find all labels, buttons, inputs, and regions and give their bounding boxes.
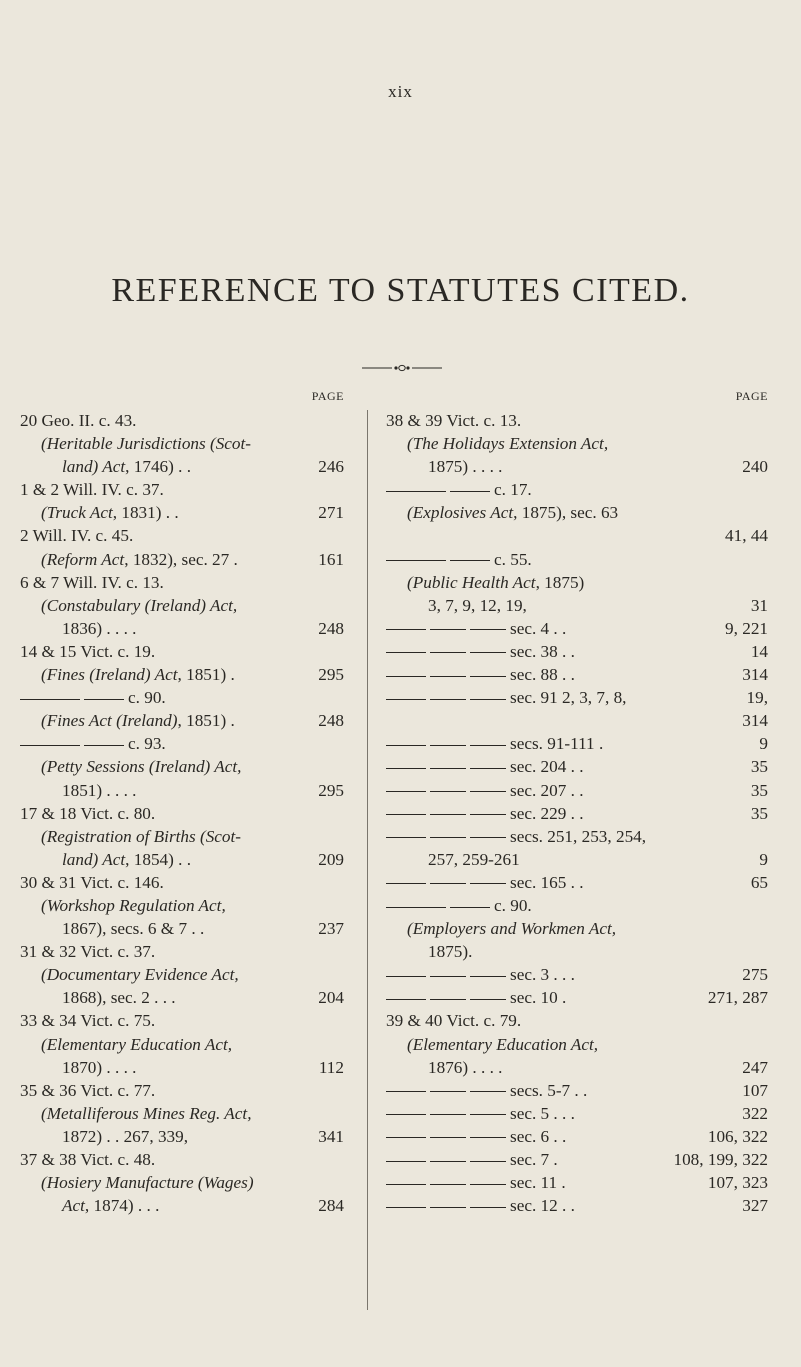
entry-text: sec. 91 2, 3, 7, 8, [510,688,627,708]
entry-text: (Fines Act (Ireland), 1851) . [41,711,235,731]
index-entry-line [20,1079,344,1102]
entry-text: 33 & 34 Vict. c. 75. [20,1011,156,1031]
page-column-header: PAGE [735,389,768,403]
entry-text: (Metalliferous Mines Reg. Act, [41,1103,252,1123]
index-entry-line [386,594,768,617]
index-entry-line [20,640,344,663]
entry-text: 38 & 39 Vict. c. 13. [386,411,522,430]
entry-text: 17 & 18 Vict. c. 80. [20,803,156,823]
index-entry-line [20,1102,344,1125]
index-entry-line [20,755,344,778]
index-entry-line [386,478,768,501]
index-entry-line [386,1009,768,1032]
entry-text: 2 Will. IV. c. 45. [20,526,134,546]
entry-text: (Constabulary (Ireland) Act, [41,595,238,615]
entry-text: 1870) . . . . [62,1057,137,1077]
index-entry-line [20,1148,344,1171]
page-reference: 271 [318,503,344,523]
index-entry-line [386,825,768,848]
ditto-rule [386,1081,510,1100]
page-reference: 341 [318,1126,344,1146]
index-entry-line [386,940,768,963]
entry-text: 1867), secs. 6 & 7 . . [62,919,205,939]
entry-text: (Heritable Jurisdictions (Scot- [41,434,252,454]
entry-text: sec. 165 . . [510,872,584,892]
page-reference: 35 [750,780,768,800]
entry-text: 1872) . . 267, 339, [62,1126,189,1146]
page-reference: 65 [750,872,768,892]
entry-text: (Employers and Workmen Act, [407,919,617,939]
entry-text: 3, 7, 9, 12, 19, [428,595,527,615]
page-reference: 237 [318,919,344,939]
entry-text: sec. 207 . . [510,780,584,800]
ditto-rule [386,642,510,661]
entry-text: sec. 204 . . [510,757,584,777]
entry-text: 1836) . . . . [62,618,137,638]
index-entry-line [20,571,344,594]
ditto-rule [386,988,510,1007]
entry-text: 1868), sec. 2 . . . [62,988,176,1008]
page-reference: 112 [318,1057,344,1077]
index-entry-line [20,1194,344,1217]
page-reference: 314 [742,665,768,685]
index-entry-line [20,1033,344,1056]
ditto-rule [386,757,510,776]
entry-text: sec. 4 . . [510,618,567,638]
ditto-rule [20,688,128,707]
ditto-rule [386,896,494,915]
entry-text: secs. 91-111 . [510,734,604,754]
ditto-rule [20,734,128,753]
index-entry-line [386,455,768,478]
entry-text: 257, 259-261 [428,849,520,869]
entry-text: (Reform Act, 1832), sec. 27 . [41,549,238,569]
entry-text: (The Holidays Extension Act, [407,434,609,454]
entry-text: secs. 251, 253, 254, [510,826,647,846]
ditto-rule [386,665,510,684]
page-reference: 41, 44 [725,526,768,546]
entry-text: 20 Geo. II. c. 43. [20,411,137,430]
page-reference: 108, 199, 322 [673,1150,768,1169]
entry-text: (Elementary Education Act, [407,1034,599,1054]
page-reference: 19, [746,688,768,708]
page-reference: 35 [750,803,768,823]
page-reference: 271, 287 [707,988,768,1008]
page-reference: 14 [750,641,768,661]
index-entry-line [386,432,768,455]
index-entry-line [386,1125,768,1148]
page-reference: 204 [318,988,344,1008]
page-reference: 275 [742,965,768,985]
entry-text: 35 & 36 Vict. c. 77. [20,1080,156,1100]
entry-text: (Fines (Ireland) Act, 1851) . [41,665,235,685]
ditto-rule [386,1150,510,1169]
index-entry-line [20,894,344,917]
ditto-rule [386,1104,510,1123]
entry-text: 39 & 40 Vict. c. 79. [386,1011,522,1031]
index-entry-line [20,501,344,524]
entry-text: 37 & 38 Vict. c. 48. [20,1150,156,1169]
page-column-header: PAGE [311,389,344,403]
index-entry-line [386,848,768,871]
page-reference: 161 [318,549,344,569]
entry-text: (Registration of Births (Scot- [41,826,242,846]
index-entry-line [386,1102,768,1125]
index-entry-line [386,663,768,686]
ditto-rule [386,804,510,823]
index-entry-line [386,548,768,571]
index-entry-line [386,709,768,732]
entry-text: c. 17. [494,480,532,500]
ditto-rule [386,1196,510,1215]
ditto-rule [386,550,494,569]
index-entry-line [20,617,344,640]
index-entry-line [20,871,344,894]
entry-text: (Workshop Regulation Act, [41,895,226,915]
index-entry-line [386,409,768,432]
index-entry-line [386,802,768,825]
ditto-rule [386,1173,510,1192]
page-reference: 31 [750,595,768,615]
index-entry-line [386,1148,768,1171]
index-entry-line [20,1171,344,1194]
ditto-rule [386,480,494,499]
ditto-rule [386,1127,510,1146]
entry-text: sec. 7 . [510,1150,558,1169]
index-entry-line [20,686,344,709]
index-entry-line [20,524,344,547]
entry-text: sec. 10 . [510,988,567,1008]
right-column [386,386,768,1217]
index-entry-line [20,455,344,478]
index-entry-line [20,802,344,825]
index-entry-line [386,871,768,894]
entry-text: 14 & 15 Vict. c. 19. [20,641,156,661]
page-reference: 314 [742,711,768,731]
page-reference: 295 [318,780,344,800]
page-reference: 35 [750,757,768,777]
page-reference: 247 [742,1057,768,1077]
entry-text: c. 90. [128,688,166,708]
entry-text: (Petty Sessions (Ireland) Act, [41,757,242,777]
page-reference: 246 [318,457,344,477]
index-entry-line [386,732,768,755]
entry-text: 1 & 2 Will. IV. c. 37. [20,480,164,500]
index-entry-line [20,848,344,871]
index-entry-line [386,1171,768,1194]
entry-text: land) Act, 1854) . . [62,849,192,869]
entry-text: 1875) . . . . [428,457,503,477]
ditto-rule [386,827,510,846]
page-reference: 248 [318,711,344,731]
index-entry-line [20,1125,344,1148]
index-entry-line [20,409,344,432]
entry-text: (Elementary Education Act, [41,1034,233,1054]
page-number: xix [388,82,413,101]
ditto-rule [386,619,510,638]
page-reference: 106, 322 [707,1126,768,1146]
index-entry-line [386,779,768,802]
entry-text: (Documentary Evidence Act, [41,965,239,985]
index-entry-line [20,963,344,986]
page-reference: 322 [742,1103,768,1123]
index-entry-line [20,548,344,571]
entry-text: (Public Health Act, 1875) [407,572,585,592]
ditto-rule [386,873,510,892]
entry-text: sec. 88 . . [510,665,575,685]
index-entry-line [386,501,768,524]
left-column [20,386,344,1217]
index-entry-line [20,732,344,755]
page-reference: 284 [318,1196,344,1216]
index-entry-line [386,1033,768,1056]
page-reference: 107 [742,1080,768,1100]
page-reference: 209 [318,849,344,869]
index-entry-line [20,917,344,940]
entry-text: c. 55. [494,549,532,569]
index-entry-line [20,663,344,686]
index-entry-line [20,478,344,501]
index-entry-line [20,594,344,617]
entry-text: 6 & 7 Will. IV. c. 13. [20,572,164,592]
index-entry-line [386,571,768,594]
column-divider [367,410,368,1310]
entry-text: Act, 1874) . . . [62,1196,160,1216]
page-reference: 295 [318,665,344,685]
index-entry-line [20,1009,344,1032]
page-title: REFERENCE TO STATUTES CITED. [111,272,690,309]
page-reference: 9, 221 [725,618,768,638]
entry-text: sec. 6 . . [510,1126,567,1146]
entry-text: sec. 5 . . . [510,1103,575,1123]
ditto-rule [386,734,510,753]
entry-text: land) Act, 1746) . . [62,457,192,477]
index-entry-line [386,755,768,778]
entry-text: sec. 38 . . [510,641,575,661]
ditto-rule [386,965,510,984]
index-entry-line [386,640,768,663]
entry-text: sec. 3 . . . [510,965,575,985]
ditto-rule [386,688,510,707]
page-reference: 9 [759,849,768,869]
index-entry-line [386,1079,768,1102]
entry-text: (Hosiery Manufacture (Wages) [41,1173,254,1193]
index-entry-line [20,779,344,802]
index-entry-line [20,986,344,1009]
entry-text: 30 & 31 Vict. c. 146. [20,872,164,892]
entry-text: 1876) . . . . [428,1057,503,1077]
ornament-divider [362,362,442,374]
index-entry-line [386,1194,768,1217]
entry-text: secs. 5-7 . . [510,1080,588,1100]
ditto-rule [386,781,510,800]
entry-text: c. 93. [128,734,166,754]
index-entry-line [20,709,344,732]
index-entry-line [20,825,344,848]
entry-text: 31 & 32 Vict. c. 37. [20,942,156,962]
index-entry-line [386,1056,768,1079]
index-entry-line [386,963,768,986]
entry-text: c. 90. [494,895,532,915]
index-entry-line [20,1056,344,1079]
index-entry-line [386,524,768,547]
entry-text: sec. 11 . [510,1173,566,1193]
page-reference: 107, 323 [707,1173,768,1193]
index-entry-line [386,894,768,917]
page-reference: 327 [742,1196,768,1216]
page-reference: 240 [742,457,768,477]
index-entry-line [386,617,768,640]
page-reference: 248 [318,618,344,638]
index-entry-line [20,940,344,963]
index-entry-line [386,917,768,940]
entry-text: 1875). [428,942,473,962]
entry-text: (Explosives Act, 1875), sec. 63 [407,503,619,523]
index-entry-line [386,986,768,1009]
entry-text: (Truck Act, 1831) . . [41,503,179,523]
entry-text: 1851) . . . . [62,780,137,800]
page-reference: 9 [759,734,768,754]
index-entry-line [20,432,344,455]
index-entry-line [386,686,768,709]
entry-text: sec. 229 . . [510,803,584,823]
entry-text: sec. 12 . . [510,1196,575,1216]
